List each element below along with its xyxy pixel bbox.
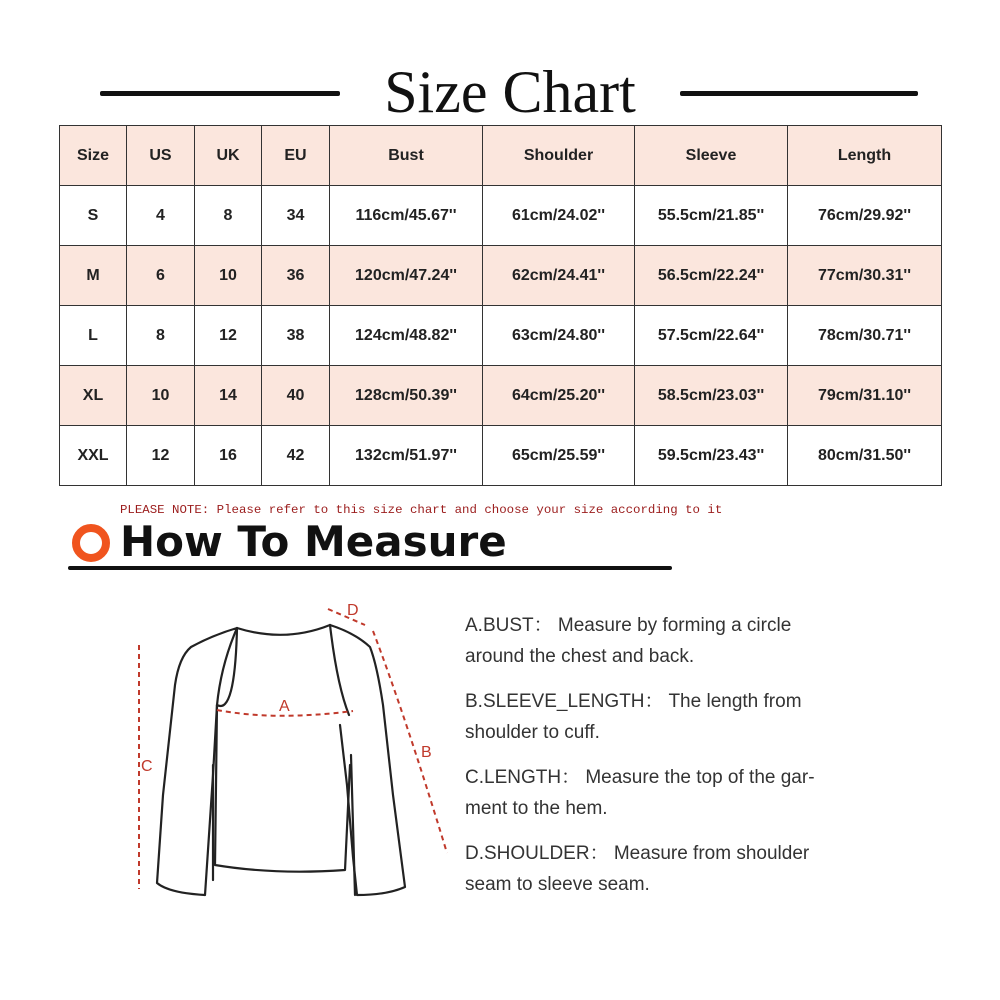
cell-bust: 124cm/48.82'' bbox=[330, 306, 483, 366]
table-row bbox=[60, 186, 942, 246]
cell-sleeve: 56.5cm/22.24'' bbox=[635, 246, 788, 306]
instruction-shoulder: D.SHOULDER： Measure from shoulder seam to sleeve seam. bbox=[465, 843, 810, 895]
table-row bbox=[60, 246, 942, 306]
cell-uk: 14 bbox=[195, 366, 262, 426]
section-underline bbox=[68, 566, 672, 570]
cell-shoulder: 63cm/24.80'' bbox=[483, 306, 635, 366]
cell-shoulder: 64cm/25.20'' bbox=[483, 366, 635, 426]
cell-size: XXL bbox=[60, 426, 127, 486]
cell-us: 6 bbox=[127, 246, 195, 306]
diagram-label-d: D bbox=[347, 602, 359, 619]
size-chart-header bbox=[0, 52, 1000, 132]
cell-size: XL bbox=[60, 366, 127, 426]
title-rule-right bbox=[680, 91, 918, 96]
cell-bust: 120cm/47.24'' bbox=[330, 246, 483, 306]
cell-size: L bbox=[60, 306, 127, 366]
how-to-measure-header bbox=[68, 516, 688, 576]
cell-shoulder: 62cm/24.41'' bbox=[483, 246, 635, 306]
garment-diagram bbox=[125, 595, 455, 915]
cell-bust: 128cm/50.39'' bbox=[330, 366, 483, 426]
cell-eu: 40 bbox=[262, 366, 330, 426]
cell-sleeve: 55.5cm/21.85'' bbox=[635, 186, 788, 246]
cell-uk: 16 bbox=[195, 426, 262, 486]
diagram-label-b: B bbox=[421, 744, 432, 761]
cell-eu: 42 bbox=[262, 426, 330, 486]
header-size: Size bbox=[60, 126, 127, 186]
instruction-sleeve: B.SLEEVE_LENGTH： The length from shoulder to cuff. bbox=[465, 691, 802, 743]
cell-eu: 36 bbox=[262, 246, 330, 306]
header-us: US bbox=[127, 126, 195, 186]
page-title: Size Chart bbox=[384, 59, 636, 125]
cell-sleeve: 57.5cm/22.64'' bbox=[635, 306, 788, 366]
cell-length: 77cm/30.31'' bbox=[788, 246, 942, 306]
cell-length: 78cm/30.71'' bbox=[788, 306, 942, 366]
cell-us: 12 bbox=[127, 426, 195, 486]
cell-uk: 8 bbox=[195, 186, 262, 246]
cell-us: 10 bbox=[127, 366, 195, 426]
cell-uk: 10 bbox=[195, 246, 262, 306]
table-row bbox=[60, 306, 942, 366]
measure-instructions bbox=[465, 610, 865, 914]
cell-eu: 34 bbox=[262, 186, 330, 246]
cell-uk: 12 bbox=[195, 306, 262, 366]
diagram-label-c: C bbox=[141, 758, 153, 775]
cell-sleeve: 59.5cm/23.43'' bbox=[635, 426, 788, 486]
target-icon bbox=[72, 524, 110, 562]
section-title: How To Measure bbox=[120, 517, 507, 566]
sleeve-measure-line bbox=[373, 631, 447, 853]
cell-length: 80cm/31.50'' bbox=[788, 426, 942, 486]
size-note: PLEASE NOTE: Please refer to this size chart and choose your size according to it bbox=[120, 503, 723, 517]
header-uk: UK bbox=[195, 126, 262, 186]
cell-size: M bbox=[60, 246, 127, 306]
cell-size: S bbox=[60, 186, 127, 246]
title-rule-left bbox=[100, 91, 340, 96]
header-length: Length bbox=[788, 126, 942, 186]
cell-shoulder: 65cm/25.59'' bbox=[483, 426, 635, 486]
sweater-outline bbox=[157, 625, 405, 895]
cell-bust: 116cm/45.67'' bbox=[330, 186, 483, 246]
instruction-length: C.LENGTH： Measure the top of the gar- ment to the hem. bbox=[465, 767, 815, 819]
header-bust: Bust bbox=[330, 126, 483, 186]
cell-us: 4 bbox=[127, 186, 195, 246]
cell-sleeve: 58.5cm/23.03'' bbox=[635, 366, 788, 426]
cell-length: 79cm/31.10'' bbox=[788, 366, 942, 426]
header-shoulder: Shoulder bbox=[483, 126, 635, 186]
size-table bbox=[59, 125, 942, 486]
cell-us: 8 bbox=[127, 306, 195, 366]
table-header-row bbox=[60, 126, 942, 186]
cell-bust: 132cm/51.97'' bbox=[330, 426, 483, 486]
header-sleeve: Sleeve bbox=[635, 126, 788, 186]
instruction-bust: A.BUST： Measure by forming a circle around the chest and back. bbox=[465, 615, 792, 667]
header-eu: EU bbox=[262, 126, 330, 186]
cell-shoulder: 61cm/24.02'' bbox=[483, 186, 635, 246]
cell-length: 76cm/29.92'' bbox=[788, 186, 942, 246]
cell-eu: 38 bbox=[262, 306, 330, 366]
table-row bbox=[60, 426, 942, 486]
diagram-label-a: A bbox=[279, 698, 290, 715]
table-row bbox=[60, 366, 942, 426]
